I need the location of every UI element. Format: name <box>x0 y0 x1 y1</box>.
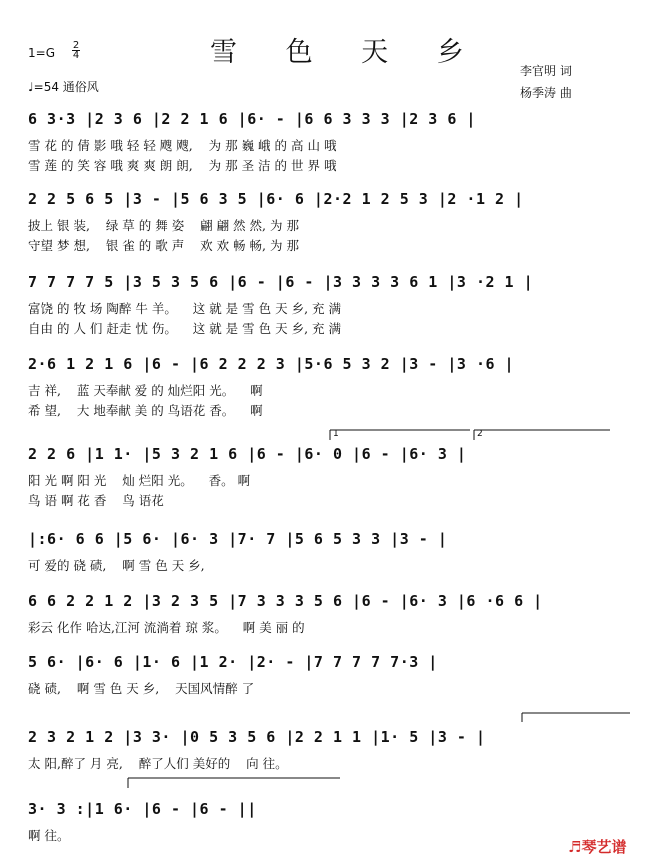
lyric-line: 自由 的 人 们 赶走 忧 伤。 这 就 是 雪 色 天 乡, 充 满 <box>28 321 341 336</box>
notation-line: 7 7 7 7 5 |3 5 3 5 6 |6 - |6 - |3 3 3 3 6 1 |3 ·2 1 | <box>28 273 534 291</box>
notation-line: 2 2 6 |1 1· |5 3 2 1 6 |6 - |6· 0 |6 - |6· 3 | <box>28 445 467 463</box>
lyric-line: 披上 银 装, 绿 草 的 舞 姿 翩 翩 然 然, 为 那 <box>28 218 299 233</box>
key-signature: 1=G <box>28 46 55 60</box>
song-title: 雪 色 天 乡 <box>210 37 484 68</box>
lyric-line: 希 望, 大 地奉献 美 的 鸟语花 香。 啊 <box>28 403 263 418</box>
lyric-line: 吉 祥, 蓝 天奉献 爱 的 灿烂阳 光。 啊 <box>28 383 263 398</box>
quarter-note-icon: ♩ <box>28 80 34 94</box>
notation-line: 2 3 2 1 2 |3 3· |0 5 3 5 6 |2 2 1 1 |1· 5 |3 - | <box>28 728 486 746</box>
tempo-text: =54 通俗风 <box>33 80 99 94</box>
lyric-line: 太 阳,醉了 月 亮, 醉了人们 美好的 向 往。 <box>28 756 288 771</box>
watermark-logo <box>568 836 626 857</box>
meter-bottom: 4 <box>72 50 80 61</box>
lyric-line: 硗 碛, 啊 雪 色 天 乡, 天国风情醉 了 <box>28 681 255 696</box>
second-ending-label: 2 <box>477 429 483 439</box>
notation-line: |:6· 6 6 |5 6· |6· 3 |7· 7 |5 6 5 3 3 |3 - | <box>28 530 448 548</box>
lyricist-credit: 李官明 词 <box>520 64 572 78</box>
notation-line: 2 2 5 6 5 |3 - |5 6 3 5 |6· 6 |2·2 1 2 5 3 |2 ·1 2 | <box>28 190 524 208</box>
lyric-line: 鸟 语 啊 花 香 鸟 语花 <box>28 493 164 508</box>
lyric-line: 阳 光 啊 阳 光 灿 烂阳 光。 香。 啊 <box>28 473 251 488</box>
notation-line: 5 6· |6· 6 |1· 6 |1 2· |2· - |7 7 7 7 7·3 | <box>28 653 438 671</box>
lyric-line: 彩云 化作 哈达,江河 流淌着 琼 浆。 啊 美 丽 的 <box>28 620 305 635</box>
composer-credit: 杨季涛 曲 <box>520 86 572 100</box>
lyric-line: 雪 莲 的 笑 容 哦 爽 爽 朗 朗, 为 那 圣 洁 的 世 界 哦 <box>28 158 337 173</box>
lyric-line: 守望 梦 想, 银 雀 的 歌 声 欢 欢 畅 畅, 为 那 <box>28 238 299 253</box>
watermark-text: 琴艺谱 <box>581 838 627 856</box>
notation-line: 3· 3 :|1 6· |6 - |6 - || <box>28 800 257 818</box>
notation-line: 2·6 1 2 1 6 |6 - |6 2 2 2 3 |5·6 5 3 2 |3 - |3 ·6 | <box>28 355 515 373</box>
notation-line: 6 6 2 2 1 2 |3 2 3 5 |7 3 3 3 5 6 |6 - |6· 3 |6 ·6 6 | <box>28 592 543 610</box>
meter-top: 2 <box>72 40 80 51</box>
lyric-line: 雪 花 的 倩 影 哦 轻 轻 飕 飕, 为 那 巍 峨 的 高 山 哦 <box>28 138 337 153</box>
watermark-icon: ♬ <box>568 838 582 856</box>
lyric-line: 可 爱的 硗 碛, 啊 雪 色 天 乡, <box>28 558 205 573</box>
lyric-line: 啊 往。 <box>28 828 70 843</box>
first-ending-label: 1 <box>333 429 339 439</box>
lyric-line: 富饶 的 牧 场 陶醉 牛 羊。 这 就 是 雪 色 天 乡, 充 满 <box>28 301 341 316</box>
notation-line: 6 3·3 |2 3 6 |2 2 1 6 |6· - |6 6 3 3 3 |2 3 6 | <box>28 110 476 128</box>
